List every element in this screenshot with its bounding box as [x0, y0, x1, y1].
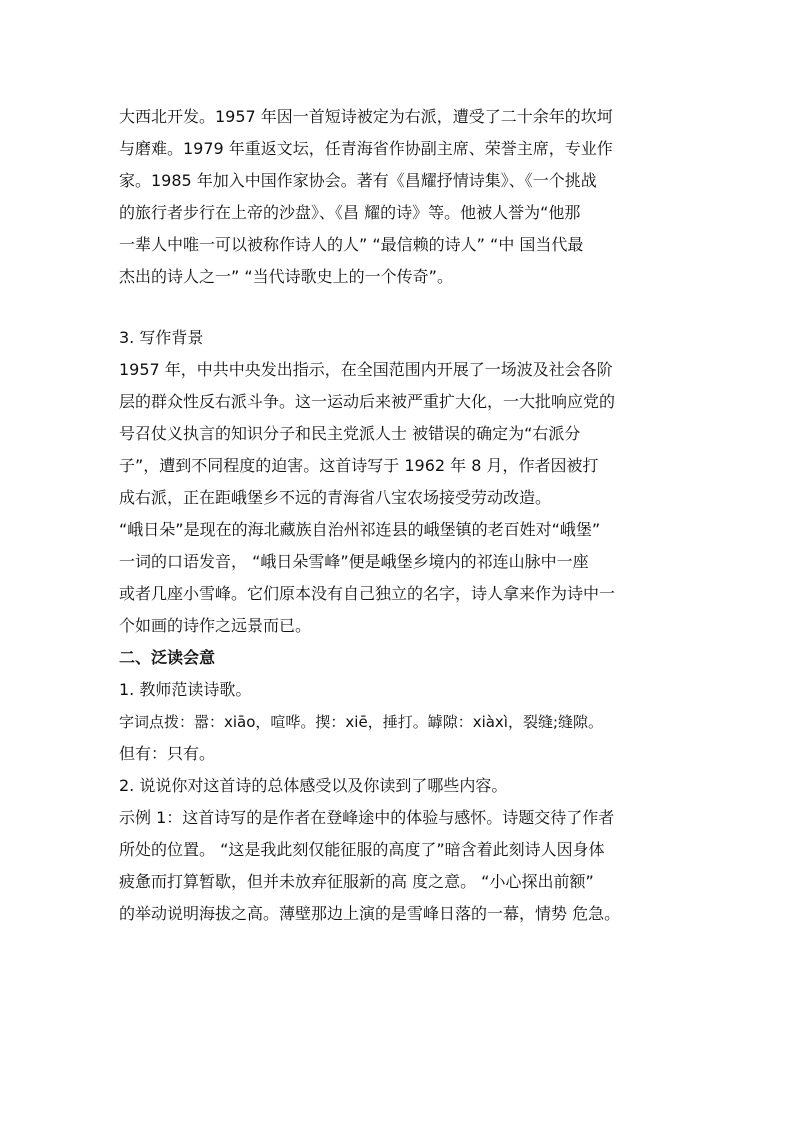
- text-line: 杰出的诗人之一” “当代诗歌史上的一个传奇”。: [119, 267, 453, 286]
- text-line: 但有：只有。: [119, 744, 216, 763]
- text-line: 一辈人中唯一可以被称作诗人的人” “最信赖的诗人” “中 国当代最: [119, 235, 584, 254]
- text-line: 家。1985 年加入中国作家协会。著有《昌耀抒情诗集》、《一个挑战: [119, 171, 597, 190]
- text-line: 大西北开发。1957 年因一首短诗被定为右派，遭受了二十余年的坎坷: [119, 107, 613, 126]
- text-line: 号召仗义执言的知识分子和民主党派人士 被错误的确定为“右派分: [119, 424, 581, 443]
- section-heading: 二、泛读会意: [119, 648, 216, 667]
- section-title: 3. 写作背景: [119, 328, 204, 347]
- text-line: 所处的位置。 “这是我此刻仅能征服的高度了”暗含着此刻诗人因身体: [119, 840, 605, 859]
- text-line: “峨日朵”是现在的海北藏族自治州祁连县的峨堡镇的老百姓对“峨堡”: [119, 520, 601, 539]
- document-body: [119, 101, 679, 930]
- text-line: 1957 年，中共中央发出指示，在全国范围内开展了一场波及社会各阶: [119, 360, 613, 379]
- text-line: 或者几座小雪峰。它们原本没有自己独立的名字，诗人拿来作为诗中一: [119, 584, 616, 603]
- text-line: 疲惫而打算暂歇，但并未放弃征服新的高 度之意。 “小心探出前额”: [119, 872, 594, 891]
- list-item: 2. 说说你对这首诗的总体感受以及你读到了哪些内容。: [119, 776, 508, 795]
- text-line: 的旅行者步行在上帝的沙盘》、《昌 耀的诗》等。他被人誉为“他那: [119, 203, 581, 222]
- text-line: 与磨难。1979 年重返文坛，任青海省作协副主席、荣誉主席，专业作: [119, 139, 613, 158]
- paragraph-gap: [119, 293, 679, 322]
- text-line: 成右派，正在距峨堡乡不远的青海省八宝农场接受劳动改造。: [119, 488, 552, 507]
- text-line: 示例 1：这首诗写的是作者在登峰途中的体验与感怀。诗题交待了作者: [119, 808, 615, 827]
- text-line: 个如画的诗作之远景而已。: [119, 616, 312, 635]
- text-line: 字词点拨：嚣：xiāo，喧哗。揳：xiē，捶打。罅隙：xiàxì，裂缝;缝隙。: [119, 713, 604, 731]
- text-line: 层的群众性反右派斗争。这一运动后来被严重扩大化，一大批响应党的: [119, 392, 616, 411]
- text-line: 一词的口语发音， “峨日朵雪峰”便是峨堡乡境内的祁连山脉中一座: [119, 552, 589, 571]
- text-line: 的举动说明海拔之高。薄壁那边上演的是雪峰日落的一幕，情势 危急。: [119, 904, 621, 923]
- list-item: 1. 教师范读诗歌。: [119, 680, 252, 699]
- text-line: 子”，遭到不同程度的迫害。这首诗写于 1962 年 8 月，作者因被打: [119, 456, 599, 475]
